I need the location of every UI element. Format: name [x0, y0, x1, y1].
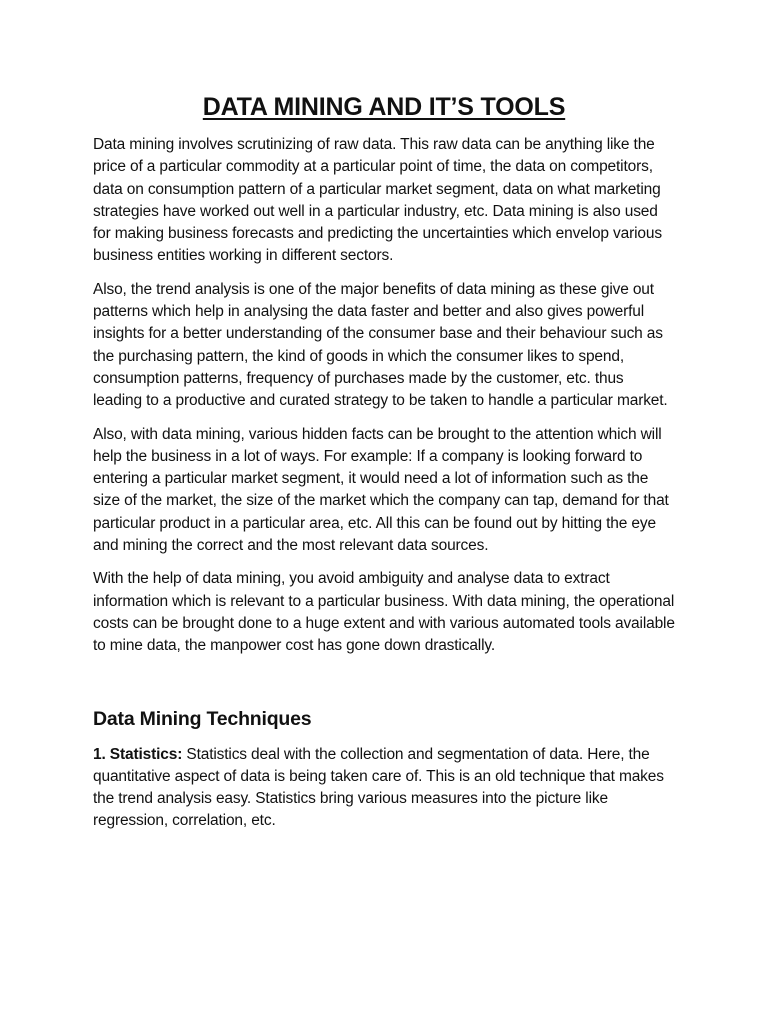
paragraph-overview: Data mining involves scrutinizing of raw data. This raw data can be anything like the price of a particular commodity at a particular point of time, the data on competitors, data on consumption pattern of a particular market segment, data on what marketing strategies have worked out well in a particular industry, etc. Data mining is also used for making business forecasts and predicting the uncertainties which envelop various business entities working in different sectors.: [93, 136, 662, 265]
page-title: DATA MINING AND IT’S TOOLS: [202, 93, 566, 121]
paragraph-operational-costs: With the help of data mining, you avoid ambiguity and analyse data to extract information which is relevant to a particular business. With data mining, the operational costs can be brought done to a huge extent and with various automated tools available to mine data, the manpower cost has gone down drastically.: [93, 570, 675, 655]
technique-term: 1. Statistics:: [93, 745, 183, 763]
document-page: [93, 92, 675, 844]
technique-description: Statistics deal with the collection and segmentation of data. Here, the quantitative aspect of data is being taken care of. This is an old technique that makes the trend analysis easy. Statistics bring various measures into the picture like regression, correlation, etc.: [93, 745, 664, 830]
paragraph-trend-analysis: Also, the trend analysis is one of the major benefits of data mining as these give out patterns which help in analysing the data faster and better and also gives powerful insights for a better understanding of the consumer base and their behaviour such as the purchasing pattern, the kind of goods in which the consumer likes to spend, consumption patterns, frequency of purchases made by the customer, etc. thus leading to a productive and curated strategy to be taken to handle a particular market.: [93, 280, 668, 410]
paragraph-hidden-facts: Also, with data mining, various hidden facts can be brought to the attention which will help the business in a lot of ways. For example: If a company is looking forward to entering a particular market segment, it would need a lot of information such as the size of the market, the size of the market which the company can tap, demand for that particular product in a particular area, etc. All this can be found out by hitting the eye and mining the correct and the most relevant data sources.: [93, 425, 669, 555]
technique-item-statistics: [93, 744, 675, 833]
section-heading: Data Mining Techniques: [93, 707, 312, 730]
